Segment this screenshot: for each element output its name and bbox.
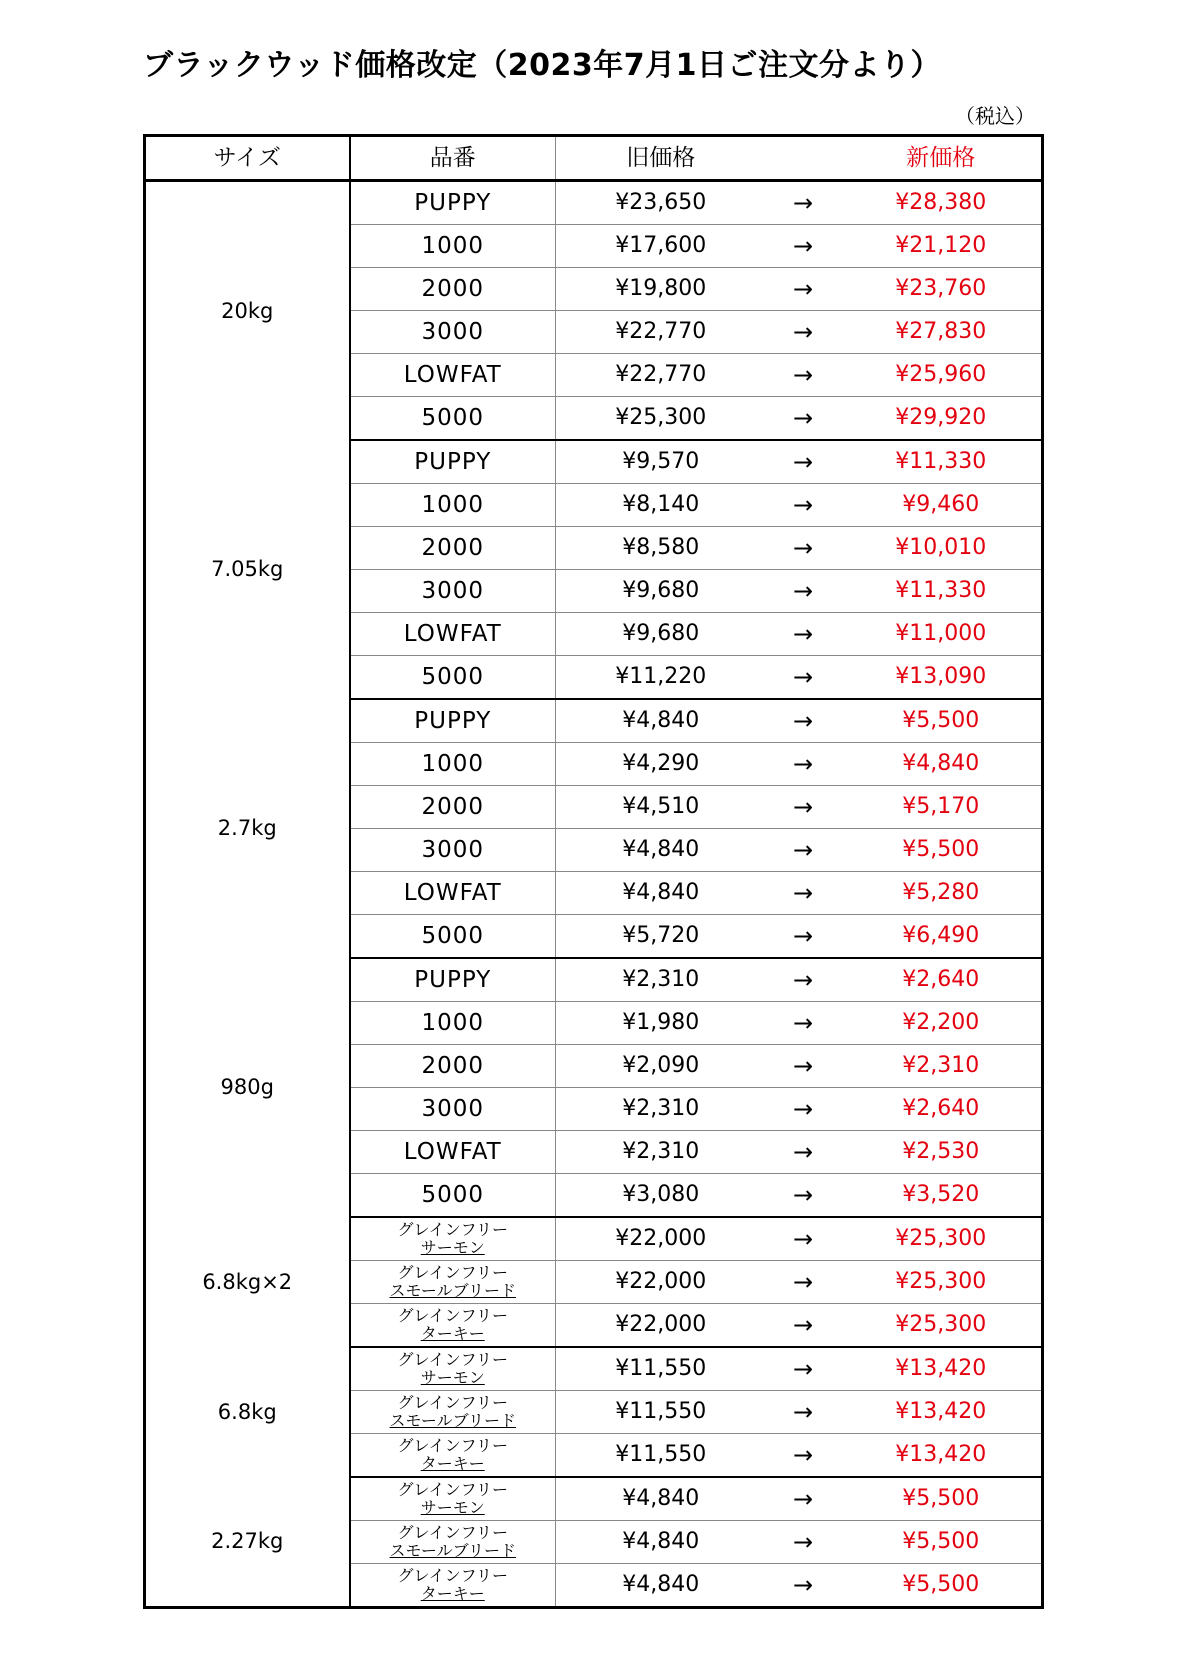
header-code: 品番 <box>350 136 556 181</box>
size-cell: 2.27kg <box>145 1477 350 1608</box>
header-old-price: 旧価格 <box>556 136 766 181</box>
arrow-icon: → <box>766 699 841 743</box>
new-price-cell: ¥13,090 <box>841 656 1043 700</box>
product-code-cell <box>350 1304 556 1348</box>
product-code-line1: グレインフリー <box>397 1306 509 1326</box>
old-price-cell: ¥4,840 <box>556 699 766 743</box>
old-price-cell: ¥22,770 <box>556 311 766 354</box>
new-price-cell: ¥5,500 <box>841 699 1043 743</box>
table-row <box>145 1347 1043 1391</box>
old-price-cell: ¥2,310 <box>556 1131 766 1174</box>
arrow-icon: → <box>766 1477 841 1521</box>
arrow-icon: → <box>766 268 841 311</box>
new-price-cell: ¥11,000 <box>841 613 1043 656</box>
new-price-cell: ¥9,460 <box>841 484 1043 527</box>
table-row <box>145 958 1043 1002</box>
old-price-cell: ¥4,840 <box>556 1564 766 1608</box>
product-code-line1: グレインフリー <box>397 1263 509 1283</box>
product-code-cell: 5000 <box>350 915 556 959</box>
product-code-cell: LOWFAT <box>350 354 556 397</box>
product-code-cell: 3000 <box>350 570 556 613</box>
new-price-cell: ¥2,640 <box>841 1088 1043 1131</box>
product-code-cell: 3000 <box>350 311 556 354</box>
product-code-line2: スモールブリード <box>389 1281 516 1300</box>
arrow-icon: → <box>766 1088 841 1131</box>
old-price-cell: ¥9,570 <box>556 440 766 484</box>
arrow-icon: → <box>766 570 841 613</box>
arrow-icon: → <box>766 613 841 656</box>
old-price-cell: ¥25,300 <box>556 397 766 441</box>
arrow-icon: → <box>766 484 841 527</box>
old-price-cell: ¥17,600 <box>556 225 766 268</box>
arrow-icon: → <box>766 1217 841 1261</box>
old-price-cell: ¥2,310 <box>556 958 766 1002</box>
old-price-cell: ¥22,000 <box>556 1304 766 1348</box>
product-code-cell: 5000 <box>350 1174 556 1218</box>
product-code-cell <box>350 1521 556 1564</box>
old-price-cell: ¥22,000 <box>556 1261 766 1304</box>
arrow-icon: → <box>766 872 841 915</box>
new-price-cell: ¥23,760 <box>841 268 1043 311</box>
new-price-cell: ¥5,170 <box>841 786 1043 829</box>
product-code-line2: ターキー <box>420 1324 485 1343</box>
arrow-icon: → <box>766 1391 841 1434</box>
arrow-icon: → <box>766 786 841 829</box>
new-price-cell: ¥25,300 <box>841 1304 1043 1348</box>
arrow-icon: → <box>766 958 841 1002</box>
new-price-cell: ¥29,920 <box>841 397 1043 441</box>
new-price-cell: ¥13,420 <box>841 1391 1043 1434</box>
arrow-icon: → <box>766 743 841 786</box>
product-code-cell: PUPPY <box>350 699 556 743</box>
table-row <box>145 1217 1043 1261</box>
product-code-cell: 5000 <box>350 656 556 700</box>
arrow-icon: → <box>766 1434 841 1478</box>
product-code-cell: PUPPY <box>350 958 556 1002</box>
old-price-cell: ¥1,980 <box>556 1002 766 1045</box>
new-price-cell: ¥5,500 <box>841 829 1043 872</box>
new-price-cell: ¥6,490 <box>841 915 1043 959</box>
header-size: サイズ <box>145 136 350 181</box>
old-price-cell: ¥4,290 <box>556 743 766 786</box>
new-price-cell: ¥5,500 <box>841 1477 1043 1521</box>
price-table <box>143 134 1044 1609</box>
new-price-cell: ¥4,840 <box>841 743 1043 786</box>
arrow-icon: → <box>766 354 841 397</box>
product-code-cell: 2000 <box>350 268 556 311</box>
header-arrow-spacer <box>766 136 841 181</box>
arrow-icon: → <box>766 181 841 225</box>
product-code-cell: 1000 <box>350 225 556 268</box>
product-code-cell: PUPPY <box>350 181 556 225</box>
old-price-cell: ¥9,680 <box>556 570 766 613</box>
old-price-cell: ¥4,840 <box>556 872 766 915</box>
product-code-line2: ターキー <box>420 1454 485 1473</box>
arrow-icon: → <box>766 829 841 872</box>
product-code-line2: サーモン <box>420 1238 485 1257</box>
arrow-icon: → <box>766 397 841 441</box>
product-code-cell <box>350 1564 556 1608</box>
product-code-cell: LOWFAT <box>350 613 556 656</box>
product-code-cell <box>350 1434 556 1478</box>
old-price-cell: ¥2,090 <box>556 1045 766 1088</box>
new-price-cell: ¥5,280 <box>841 872 1043 915</box>
old-price-cell: ¥11,550 <box>556 1347 766 1391</box>
product-code-cell: 2000 <box>350 786 556 829</box>
arrow-icon: → <box>766 225 841 268</box>
new-price-cell: ¥21,120 <box>841 225 1043 268</box>
arrow-icon: → <box>766 1564 841 1608</box>
new-price-cell: ¥11,330 <box>841 570 1043 613</box>
price-table-header-row <box>145 136 1043 181</box>
arrow-icon: → <box>766 527 841 570</box>
old-price-cell: ¥2,310 <box>556 1088 766 1131</box>
arrow-icon: → <box>766 1131 841 1174</box>
size-cell: 2.7kg <box>145 699 350 958</box>
product-code-cell <box>350 1477 556 1521</box>
new-price-cell: ¥2,310 <box>841 1045 1043 1088</box>
product-code-line1: グレインフリー <box>397 1480 509 1500</box>
product-code-cell <box>350 1391 556 1434</box>
product-code-cell: 1000 <box>350 743 556 786</box>
product-code-cell: LOWFAT <box>350 872 556 915</box>
new-price-cell: ¥25,300 <box>841 1217 1043 1261</box>
size-cell: 7.05kg <box>145 440 350 699</box>
product-code-cell: 5000 <box>350 397 556 441</box>
new-price-cell: ¥2,200 <box>841 1002 1043 1045</box>
product-code-line1: グレインフリー <box>397 1220 509 1240</box>
arrow-icon: → <box>766 440 841 484</box>
old-price-cell: ¥9,680 <box>556 613 766 656</box>
arrow-icon: → <box>766 1347 841 1391</box>
product-code-cell <box>350 1347 556 1391</box>
old-price-cell: ¥4,510 <box>556 786 766 829</box>
new-price-cell: ¥5,500 <box>841 1521 1043 1564</box>
old-price-cell: ¥4,840 <box>556 829 766 872</box>
new-price-cell: ¥3,520 <box>841 1174 1043 1218</box>
old-price-cell: ¥11,550 <box>556 1391 766 1434</box>
product-code-line2: スモールブリード <box>389 1541 516 1560</box>
table-row <box>145 1477 1043 1521</box>
page-title: ブラックウッド価格改定（2023年7月1日ご注文分より） <box>143 48 942 83</box>
product-code-cell: PUPPY <box>350 440 556 484</box>
old-price-cell: ¥22,000 <box>556 1217 766 1261</box>
arrow-icon: → <box>766 656 841 700</box>
arrow-icon: → <box>766 1261 841 1304</box>
product-code-line2: サーモン <box>420 1368 485 1387</box>
new-price-cell: ¥25,960 <box>841 354 1043 397</box>
product-code-line1: グレインフリー <box>397 1523 509 1543</box>
new-price-cell: ¥27,830 <box>841 311 1043 354</box>
old-price-cell: ¥4,840 <box>556 1477 766 1521</box>
size-cell: 6.8kg×2 <box>145 1217 350 1347</box>
size-cell: 980g <box>145 958 350 1217</box>
table-row <box>145 699 1043 743</box>
product-code-cell: LOWFAT <box>350 1131 556 1174</box>
old-price-cell: ¥8,140 <box>556 484 766 527</box>
new-price-cell: ¥25,300 <box>841 1261 1043 1304</box>
tax-included-note: （税込） <box>955 104 1035 128</box>
product-code-line2: サーモン <box>420 1498 485 1517</box>
new-price-cell: ¥5,500 <box>841 1564 1043 1608</box>
old-price-cell: ¥23,650 <box>556 181 766 225</box>
product-code-cell: 3000 <box>350 1088 556 1131</box>
new-price-cell: ¥11,330 <box>841 440 1043 484</box>
product-code-line1: グレインフリー <box>397 1436 509 1456</box>
size-cell: 6.8kg <box>145 1347 350 1477</box>
arrow-icon: → <box>766 1002 841 1045</box>
product-code-cell: 3000 <box>350 829 556 872</box>
old-price-cell: ¥8,580 <box>556 527 766 570</box>
new-price-cell: ¥10,010 <box>841 527 1043 570</box>
arrow-icon: → <box>766 311 841 354</box>
new-price-cell: ¥13,420 <box>841 1434 1043 1478</box>
old-price-cell: ¥11,550 <box>556 1434 766 1478</box>
new-price-cell: ¥13,420 <box>841 1347 1043 1391</box>
header-new-price: 新価格 <box>841 136 1043 181</box>
old-price-cell: ¥11,220 <box>556 656 766 700</box>
product-code-cell <box>350 1261 556 1304</box>
old-price-cell: ¥22,770 <box>556 354 766 397</box>
arrow-icon: → <box>766 1521 841 1564</box>
product-code-cell: 2000 <box>350 527 556 570</box>
product-code-cell <box>350 1217 556 1261</box>
price-table-body <box>145 181 1043 1608</box>
arrow-icon: → <box>766 915 841 959</box>
new-price-cell: ¥28,380 <box>841 181 1043 225</box>
table-row <box>145 181 1043 225</box>
arrow-icon: → <box>766 1304 841 1348</box>
product-code-cell: 1000 <box>350 1002 556 1045</box>
old-price-cell: ¥19,800 <box>556 268 766 311</box>
table-row <box>145 440 1043 484</box>
product-code-line2: ターキー <box>420 1584 485 1603</box>
product-code-line2: スモールブリード <box>389 1411 516 1430</box>
size-cell: 20kg <box>145 181 350 441</box>
product-code-line1: グレインフリー <box>397 1566 509 1586</box>
product-code-line1: グレインフリー <box>397 1350 509 1370</box>
old-price-cell: ¥3,080 <box>556 1174 766 1218</box>
arrow-icon: → <box>766 1174 841 1218</box>
arrow-icon: → <box>766 1045 841 1088</box>
old-price-cell: ¥5,720 <box>556 915 766 959</box>
new-price-cell: ¥2,530 <box>841 1131 1043 1174</box>
product-code-cell: 1000 <box>350 484 556 527</box>
new-price-cell: ¥2,640 <box>841 958 1043 1002</box>
old-price-cell: ¥4,840 <box>556 1521 766 1564</box>
product-code-cell: 2000 <box>350 1045 556 1088</box>
product-code-line1: グレインフリー <box>397 1393 509 1413</box>
